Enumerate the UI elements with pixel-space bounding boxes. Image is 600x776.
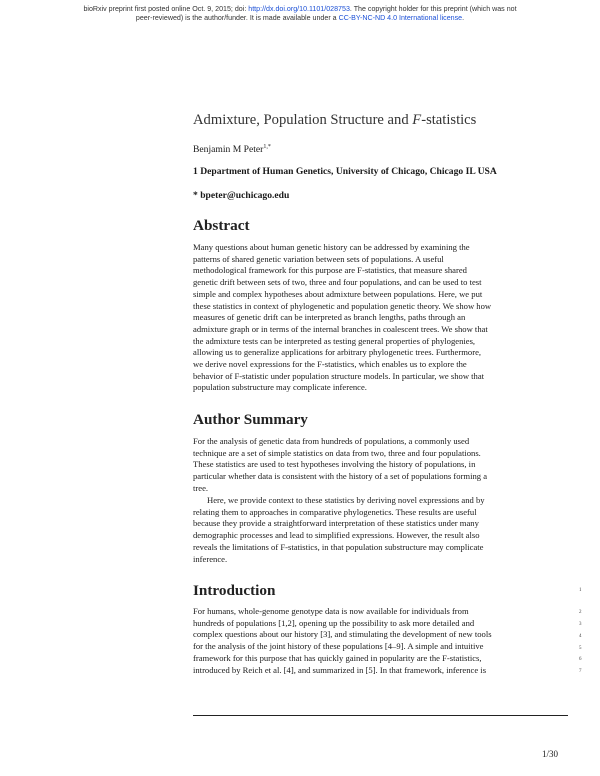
intro-line: for the analysis of the joint history of these populations [4–9]. A simple and intuitive [193,641,484,652]
page-number: 1/30 [542,749,559,759]
line-number: 5 [579,646,582,651]
notice-line-1: bioRxiv preprint first posted online Oct. 9, 2015; doi: http://dx.doi.org/10.1101/028753. The copyright holder for this preprint (which was not [83,5,517,13]
summary-line: because they provide a straightforward interpretation of these statistics under many [193,518,479,529]
abstract-line: allowing us to generalize applications for arbitrary phylogenetic trees. Furthermore, [193,347,482,358]
line-number: 1 [579,588,582,593]
paper-title: Admixture, Population Structure and F-statistics [193,112,477,128]
affiliation: 1 Department of Human Genetics, University of Chicago, Chicago IL USA [193,166,497,177]
line-number: 6 [579,657,582,662]
footer-rule [193,715,568,716]
author-name: Benjamin M Peter$^{1,*}$ [193,144,271,156]
abstract-line: the admixture tests can be interpreted as testing general properties of phylogenies, [193,335,476,346]
line-number: 4 [579,634,582,639]
summary-line: technique are a set of simple statistics on data from two, three and four populations. [193,447,481,458]
summary-line: reveals the limitations of F-statistics, in that population substructure may complicate [193,541,484,552]
intro-line: introduced by Reich et al. [4], and summarized in [5]. In that framework, inference is [193,664,487,675]
summary-line: For the analysis of genetic data from hundreds of populations, a commonly used [193,436,470,446]
author-email: * bpeter@uchicago.edu [193,190,290,201]
summary-line: demographic processes and lead to simplified expressions. However, the result also [193,530,480,541]
author-summary-heading: Author Summary [193,411,308,428]
summary-line: These statistics are used to test hypotheses involving the history of populations, in [193,459,476,470]
line-number: 3 [579,622,582,627]
abstract-line: these statistics in context of phylogenetic and population genetic theory. We show how [193,300,492,311]
intro-line: hundreds of populations [1,2], opening up the possibility to ask more detailed and [193,617,475,628]
abstract-line: population substructure may complicate inference. [193,382,367,393]
notice-line-2: peer-reviewed) is the author/funder. It is made available under a CC-BY-NC-ND 4.0 International license. [135,14,465,22]
summary-line: relating them to approaches in comparative phylogenetics. These results are useful [193,506,477,517]
summary-line: particular whether data is consistent with the history of a set of populations forming a [193,471,488,482]
line-number: 7 [579,669,582,674]
preprint-notice [40,5,560,23]
abstract-line: methodological framework for this purpose are F-statistics, that measure shared [193,265,467,276]
abstract-line: patterns of shared genetic variation between sets of populations. A useful [193,253,444,264]
introduction-heading: Introduction [193,582,276,599]
abstract-line: admixture graph or in terms of the internal branches in coalescent trees. We show that [193,323,488,334]
abstract-line: simple and complex hypotheses about admixture between populations. Here, we put [193,288,483,299]
author-summary-p2 [193,495,568,565]
abstract-line: genetic drift between sets of two, three and four populations, and can be used to test [193,277,482,288]
intro-line: complex questions about our history [3], and stimulating the development of new tools [193,629,492,640]
line-number: 2 [579,610,582,615]
summary-line: Here, we provide context to these statistics by deriving novel expressions and by [207,495,485,505]
abstract-line: we derive novel expressions for the F-statistics, which enables us to explore the [193,359,467,370]
abstract-line: measures of genetic drift can be interpreted as branch lengths, paths through an [193,312,466,323]
summary-line: inference. [193,553,228,564]
doi-link[interactable]: http://dx.doi.org/10.1101/028753 [248,5,350,13]
introduction-body [193,606,568,676]
license-link[interactable]: CC-BY-NC-ND 4.0 International license [338,14,463,22]
summary-line: tree. [193,482,209,493]
abstract-body [193,242,568,394]
abstract-line: Many questions about human genetic history can be addressed by examining the [193,242,470,252]
intro-line: framework for this purpose that has quickly gained in popularity are the F-statistics, [193,652,482,663]
author-summary-p1 [193,436,568,495]
abstract-heading: Abstract [193,217,250,234]
intro-line: For humans, whole-genome genotype data is now available for individuals from [193,606,469,616]
abstract-line: behavior of F-statistic under population structure models. In particular, we show that [193,370,485,381]
